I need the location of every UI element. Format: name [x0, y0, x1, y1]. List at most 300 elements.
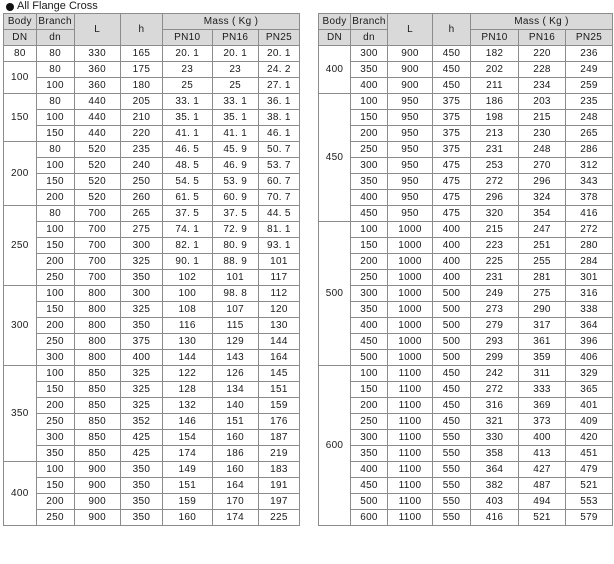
body-dn-cell: 300 — [4, 286, 37, 366]
mass-pn10-cell: 122 — [163, 366, 213, 382]
bullet-icon — [6, 3, 14, 11]
mass-pn16-cell: 215 — [519, 110, 566, 126]
table-row — [319, 478, 613, 494]
height-cell: 500 — [433, 334, 471, 350]
page-title — [6, 0, 98, 13]
height-cell: 425 — [120, 446, 162, 462]
mass-pn10-cell: 293 — [471, 334, 519, 350]
mass-pn16-cell: 53. 9 — [212, 174, 258, 190]
table-row — [4, 94, 300, 110]
length-cell: 360 — [74, 78, 120, 94]
mass-pn16-cell: 354 — [519, 206, 566, 222]
header-branch: Branch — [36, 14, 74, 30]
mass-pn10-cell: 37. 5 — [163, 206, 213, 222]
table-row — [4, 430, 300, 446]
height-cell: 450 — [433, 382, 471, 398]
table-row — [319, 270, 613, 286]
table-row — [4, 206, 300, 222]
table-row — [4, 494, 300, 510]
mass-pn25-cell: 521 — [566, 478, 613, 494]
mass-pn10-cell: 160 — [163, 510, 213, 526]
branch-dn-cell: 600 — [351, 510, 388, 526]
table-row — [319, 190, 613, 206]
mass-pn10-cell: 198 — [471, 110, 519, 126]
length-cell: 1100 — [388, 446, 433, 462]
height-cell: 235 — [120, 142, 162, 158]
mass-pn10-cell: 364 — [471, 462, 519, 478]
table-row — [4, 350, 300, 366]
branch-dn-cell: 100 — [36, 158, 74, 174]
branch-dn-cell: 100 — [351, 222, 388, 238]
height-cell: 300 — [120, 286, 162, 302]
table-row — [4, 62, 300, 78]
table-row — [4, 110, 300, 126]
mass-pn10-cell: 273 — [471, 302, 519, 318]
header-dn-branch: dn — [36, 30, 74, 46]
height-cell: 400 — [433, 222, 471, 238]
mass-pn10-cell: 25 — [163, 78, 213, 94]
mass-pn25-cell: 451 — [566, 446, 613, 462]
table-row — [319, 494, 613, 510]
mass-pn16-cell: 296 — [519, 174, 566, 190]
mass-pn10-cell: 231 — [471, 270, 519, 286]
mass-pn16-cell: 20. 1 — [212, 46, 258, 62]
length-cell: 520 — [74, 190, 120, 206]
branch-dn-cell: 200 — [351, 254, 388, 270]
branch-dn-cell: 150 — [351, 238, 388, 254]
mass-pn10-cell: 41. 1 — [163, 126, 213, 142]
branch-dn-cell: 350 — [351, 446, 388, 462]
table-row — [4, 414, 300, 430]
length-cell: 440 — [74, 126, 120, 142]
branch-dn-cell: 450 — [351, 334, 388, 350]
table-row — [4, 446, 300, 462]
table-row — [4, 142, 300, 158]
mass-pn10-cell: 151 — [163, 478, 213, 494]
table-row — [319, 174, 613, 190]
table-row — [4, 286, 300, 302]
height-cell: 550 — [433, 494, 471, 510]
branch-dn-cell: 150 — [351, 110, 388, 126]
mass-pn10-cell: 242 — [471, 366, 519, 382]
mass-pn16-cell: 359 — [519, 350, 566, 366]
branch-dn-cell: 100 — [351, 94, 388, 110]
length-cell: 1100 — [388, 366, 433, 382]
mass-pn10-cell: 61. 5 — [163, 190, 213, 206]
mass-pn10-cell: 320 — [471, 206, 519, 222]
table-row — [4, 462, 300, 478]
table-row — [4, 302, 300, 318]
mass-pn25-cell: 36. 1 — [258, 94, 299, 110]
height-cell: 500 — [433, 286, 471, 302]
mass-pn16-cell: 80. 9 — [212, 238, 258, 254]
header-row — [4, 14, 300, 30]
branch-dn-cell: 200 — [36, 318, 74, 334]
mass-pn10-cell: 146 — [163, 414, 213, 430]
height-cell: 210 — [120, 110, 162, 126]
flange-cross-table-left — [3, 13, 300, 526]
mass-pn16-cell: 60. 9 — [212, 190, 258, 206]
mass-pn16-cell: 160 — [212, 430, 258, 446]
mass-pn16-cell: 170 — [212, 494, 258, 510]
mass-pn16-cell: 230 — [519, 126, 566, 142]
mass-pn10-cell: 213 — [471, 126, 519, 142]
mass-pn25-cell: 378 — [566, 190, 613, 206]
mass-pn10-cell: 144 — [163, 350, 213, 366]
length-cell: 800 — [74, 350, 120, 366]
table-row — [319, 350, 613, 366]
length-cell: 900 — [74, 478, 120, 494]
mass-pn10-cell: 272 — [471, 174, 519, 190]
table-row — [4, 318, 300, 334]
mass-pn16-cell: 521 — [519, 510, 566, 526]
mass-pn16-cell: 373 — [519, 414, 566, 430]
height-cell: 450 — [433, 366, 471, 382]
header-pn16: PN16 — [212, 30, 258, 46]
mass-pn16-cell: 494 — [519, 494, 566, 510]
height-cell: 180 — [120, 78, 162, 94]
branch-dn-cell: 100 — [36, 78, 74, 94]
branch-dn-cell: 300 — [351, 158, 388, 174]
height-cell: 260 — [120, 190, 162, 206]
branch-dn-cell: 250 — [36, 334, 74, 350]
mass-pn25-cell: 235 — [566, 94, 613, 110]
mass-pn16-cell: 333 — [519, 382, 566, 398]
branch-dn-cell: 100 — [351, 366, 388, 382]
mass-pn25-cell: 197 — [258, 494, 299, 510]
branch-dn-cell: 250 — [351, 142, 388, 158]
header-pn25: PN25 — [258, 30, 299, 46]
length-cell: 520 — [74, 142, 120, 158]
table-row — [319, 222, 613, 238]
length-cell: 850 — [74, 446, 120, 462]
mass-pn25-cell: 280 — [566, 238, 613, 254]
length-cell: 520 — [74, 158, 120, 174]
height-cell: 500 — [433, 318, 471, 334]
mass-pn16-cell: 400 — [519, 430, 566, 446]
branch-dn-cell: 450 — [351, 478, 388, 494]
mass-pn16-cell: 164 — [212, 478, 258, 494]
table-row — [4, 270, 300, 286]
branch-dn-cell: 200 — [36, 398, 74, 414]
mass-pn16-cell: 228 — [519, 62, 566, 78]
length-cell: 1100 — [388, 382, 433, 398]
height-cell: 475 — [433, 190, 471, 206]
table-row — [319, 302, 613, 318]
height-cell: 350 — [120, 478, 162, 494]
length-cell: 700 — [74, 222, 120, 238]
length-cell: 900 — [388, 46, 433, 62]
length-cell: 950 — [388, 190, 433, 206]
body-dn-cell: 400 — [4, 462, 37, 526]
length-cell: 700 — [74, 270, 120, 286]
branch-dn-cell: 250 — [36, 414, 74, 430]
length-cell: 800 — [74, 286, 120, 302]
branch-dn-cell: 250 — [36, 510, 74, 526]
length-cell: 1100 — [388, 414, 433, 430]
header-mass: Mass ( Kg ) — [163, 14, 300, 30]
length-cell: 700 — [74, 254, 120, 270]
mass-pn10-cell: 90. 1 — [163, 254, 213, 270]
mass-pn10-cell: 54. 5 — [163, 174, 213, 190]
mass-pn16-cell: 126 — [212, 366, 258, 382]
header-dn-branch: dn — [351, 30, 388, 46]
table-row — [319, 238, 613, 254]
mass-pn25-cell: 409 — [566, 414, 613, 430]
mass-pn10-cell: 130 — [163, 334, 213, 350]
mass-pn25-cell: 365 — [566, 382, 613, 398]
length-cell: 850 — [74, 414, 120, 430]
length-cell: 1000 — [388, 238, 433, 254]
mass-pn16-cell: 134 — [212, 382, 258, 398]
mass-pn25-cell: 120 — [258, 302, 299, 318]
branch-dn-cell: 100 — [36, 462, 74, 478]
mass-pn25-cell: 420 — [566, 430, 613, 446]
height-cell: 350 — [120, 494, 162, 510]
mass-pn25-cell: 553 — [566, 494, 613, 510]
mass-pn16-cell: 270 — [519, 158, 566, 174]
mass-pn25-cell: 50. 7 — [258, 142, 299, 158]
mass-pn25-cell: 364 — [566, 318, 613, 334]
table-row — [319, 94, 613, 110]
mass-pn16-cell: 275 — [519, 286, 566, 302]
height-cell: 350 — [120, 462, 162, 478]
mass-pn25-cell: 70. 7 — [258, 190, 299, 206]
branch-dn-cell: 200 — [36, 254, 74, 270]
branch-dn-cell: 400 — [351, 318, 388, 334]
mass-pn10-cell: 272 — [471, 382, 519, 398]
length-cell: 1100 — [388, 398, 433, 414]
mass-pn10-cell: 149 — [163, 462, 213, 478]
mass-pn10-cell: 46. 5 — [163, 142, 213, 158]
branch-dn-cell: 100 — [36, 222, 74, 238]
mass-pn16-cell: 107 — [212, 302, 258, 318]
height-cell: 375 — [433, 110, 471, 126]
branch-dn-cell: 400 — [351, 462, 388, 478]
mass-pn16-cell: 281 — [519, 270, 566, 286]
height-cell: 450 — [433, 78, 471, 94]
mass-pn10-cell: 100 — [163, 286, 213, 302]
height-cell: 175 — [120, 62, 162, 78]
branch-dn-cell: 350 — [351, 302, 388, 318]
height-cell: 325 — [120, 302, 162, 318]
mass-pn25-cell: 176 — [258, 414, 299, 430]
mass-pn25-cell: 406 — [566, 350, 613, 366]
mass-pn25-cell: 225 — [258, 510, 299, 526]
height-cell: 325 — [120, 382, 162, 398]
branch-dn-cell: 150 — [36, 174, 74, 190]
mass-pn25-cell: 191 — [258, 478, 299, 494]
height-cell: 550 — [433, 478, 471, 494]
mass-pn16-cell: 129 — [212, 334, 258, 350]
mass-pn16-cell: 487 — [519, 478, 566, 494]
table-row — [319, 462, 613, 478]
length-cell: 900 — [388, 78, 433, 94]
mass-pn16-cell: 46. 9 — [212, 158, 258, 174]
table-row — [4, 510, 300, 526]
length-cell: 800 — [74, 318, 120, 334]
mass-pn10-cell: 316 — [471, 398, 519, 414]
mass-pn25-cell: 130 — [258, 318, 299, 334]
branch-dn-cell: 300 — [351, 46, 388, 62]
body-dn-cell: 600 — [319, 366, 351, 526]
mass-pn25-cell: 265 — [566, 126, 613, 142]
branch-dn-cell: 80 — [36, 142, 74, 158]
branch-dn-cell: 500 — [351, 494, 388, 510]
height-cell: 350 — [120, 270, 162, 286]
mass-pn25-cell: 20. 1 — [258, 46, 299, 62]
length-cell: 950 — [388, 174, 433, 190]
height-cell: 352 — [120, 414, 162, 430]
table-row — [319, 382, 613, 398]
length-cell: 1100 — [388, 430, 433, 446]
length-cell: 520 — [74, 174, 120, 190]
mass-pn25-cell: 187 — [258, 430, 299, 446]
mass-pn25-cell: 101 — [258, 254, 299, 270]
mass-pn25-cell: 151 — [258, 382, 299, 398]
mass-pn16-cell: 220 — [519, 46, 566, 62]
mass-pn25-cell: 401 — [566, 398, 613, 414]
table-row — [4, 478, 300, 494]
branch-dn-cell: 200 — [36, 190, 74, 206]
height-cell: 350 — [120, 318, 162, 334]
mass-pn10-cell: 48. 5 — [163, 158, 213, 174]
length-cell: 950 — [388, 158, 433, 174]
height-cell: 220 — [120, 126, 162, 142]
table-row — [319, 126, 613, 142]
body-dn-cell: 350 — [4, 366, 37, 462]
height-cell: 325 — [120, 398, 162, 414]
branch-dn-cell: 150 — [36, 302, 74, 318]
mass-pn16-cell: 234 — [519, 78, 566, 94]
branch-dn-cell: 150 — [36, 238, 74, 254]
table-row — [319, 398, 613, 414]
mass-pn25-cell: 53. 7 — [258, 158, 299, 174]
mass-pn10-cell: 20. 1 — [163, 46, 213, 62]
mass-pn16-cell: 174 — [212, 510, 258, 526]
mass-pn16-cell: 33. 1 — [212, 94, 258, 110]
branch-dn-cell: 80 — [36, 94, 74, 110]
mass-pn25-cell: 159 — [258, 398, 299, 414]
table-row — [4, 254, 300, 270]
branch-dn-cell: 300 — [36, 350, 74, 366]
length-cell: 950 — [388, 94, 433, 110]
header-pn25: PN25 — [566, 30, 613, 46]
height-cell: 450 — [433, 414, 471, 430]
mass-pn16-cell: 98. 8 — [212, 286, 258, 302]
mass-pn10-cell: 382 — [471, 478, 519, 494]
mass-pn25-cell: 338 — [566, 302, 613, 318]
branch-dn-cell: 350 — [351, 62, 388, 78]
length-cell: 440 — [74, 94, 120, 110]
table-row — [319, 318, 613, 334]
mass-pn10-cell: 182 — [471, 46, 519, 62]
height-cell: 500 — [433, 302, 471, 318]
table-row — [319, 366, 613, 382]
table-row — [319, 46, 613, 62]
mass-pn16-cell: 248 — [519, 142, 566, 158]
mass-pn10-cell: 249 — [471, 286, 519, 302]
length-cell: 1000 — [388, 222, 433, 238]
mass-pn10-cell: 403 — [471, 494, 519, 510]
length-cell: 330 — [74, 46, 120, 62]
header-body: Body — [319, 14, 351, 30]
mass-pn10-cell: 33. 1 — [163, 94, 213, 110]
mass-pn25-cell: 27. 1 — [258, 78, 299, 94]
height-cell: 500 — [433, 350, 471, 366]
mass-pn25-cell: 579 — [566, 510, 613, 526]
mass-pn16-cell: 35. 1 — [212, 110, 258, 126]
length-cell: 900 — [388, 62, 433, 78]
height-cell: 450 — [433, 398, 471, 414]
mass-pn10-cell: 174 — [163, 446, 213, 462]
mass-pn25-cell: 343 — [566, 174, 613, 190]
table-row — [319, 430, 613, 446]
height-cell: 425 — [120, 430, 162, 446]
body-dn-cell: 450 — [319, 94, 351, 222]
mass-pn16-cell: 324 — [519, 190, 566, 206]
branch-dn-cell: 400 — [351, 78, 388, 94]
mass-pn25-cell: 93. 1 — [258, 238, 299, 254]
body-dn-cell: 80 — [4, 46, 37, 62]
length-cell: 850 — [74, 366, 120, 382]
table-row — [4, 398, 300, 414]
mass-pn16-cell: 23 — [212, 62, 258, 78]
mass-pn16-cell: 186 — [212, 446, 258, 462]
flange-cross-table-right — [318, 13, 613, 526]
table-row — [4, 190, 300, 206]
mass-pn16-cell: 140 — [212, 398, 258, 414]
height-cell: 475 — [433, 206, 471, 222]
height-cell: 400 — [433, 238, 471, 254]
table-row — [319, 158, 613, 174]
length-cell: 950 — [388, 206, 433, 222]
branch-dn-cell: 350 — [36, 446, 74, 462]
header-pn16: PN16 — [519, 30, 566, 46]
title-text: All Flange Cross — [17, 0, 98, 12]
branch-dn-cell: 150 — [36, 382, 74, 398]
branch-dn-cell: 300 — [351, 286, 388, 302]
mass-pn10-cell: 128 — [163, 382, 213, 398]
height-cell: 325 — [120, 254, 162, 270]
table-row — [4, 382, 300, 398]
length-cell: 1100 — [388, 462, 433, 478]
mass-pn25-cell: 284 — [566, 254, 613, 270]
mass-pn25-cell: 259 — [566, 78, 613, 94]
mass-pn16-cell: 251 — [519, 238, 566, 254]
height-cell: 400 — [120, 350, 162, 366]
height-cell: 375 — [120, 334, 162, 350]
mass-pn10-cell: 299 — [471, 350, 519, 366]
mass-pn25-cell: 316 — [566, 286, 613, 302]
length-cell: 850 — [74, 398, 120, 414]
mass-pn25-cell: 301 — [566, 270, 613, 286]
header-dn-body: DN — [4, 30, 37, 46]
height-cell: 550 — [433, 430, 471, 446]
table-row — [319, 286, 613, 302]
height-cell: 350 — [120, 510, 162, 526]
mass-pn16-cell: 203 — [519, 94, 566, 110]
branch-dn-cell: 350 — [351, 174, 388, 190]
branch-dn-cell: 150 — [351, 382, 388, 398]
length-cell: 950 — [388, 110, 433, 126]
length-cell: 1100 — [388, 494, 433, 510]
length-cell: 440 — [74, 110, 120, 126]
body-dn-cell: 400 — [319, 46, 351, 94]
mass-pn10-cell: 74. 1 — [163, 222, 213, 238]
mass-pn25-cell: 312 — [566, 158, 613, 174]
mass-pn10-cell: 215 — [471, 222, 519, 238]
